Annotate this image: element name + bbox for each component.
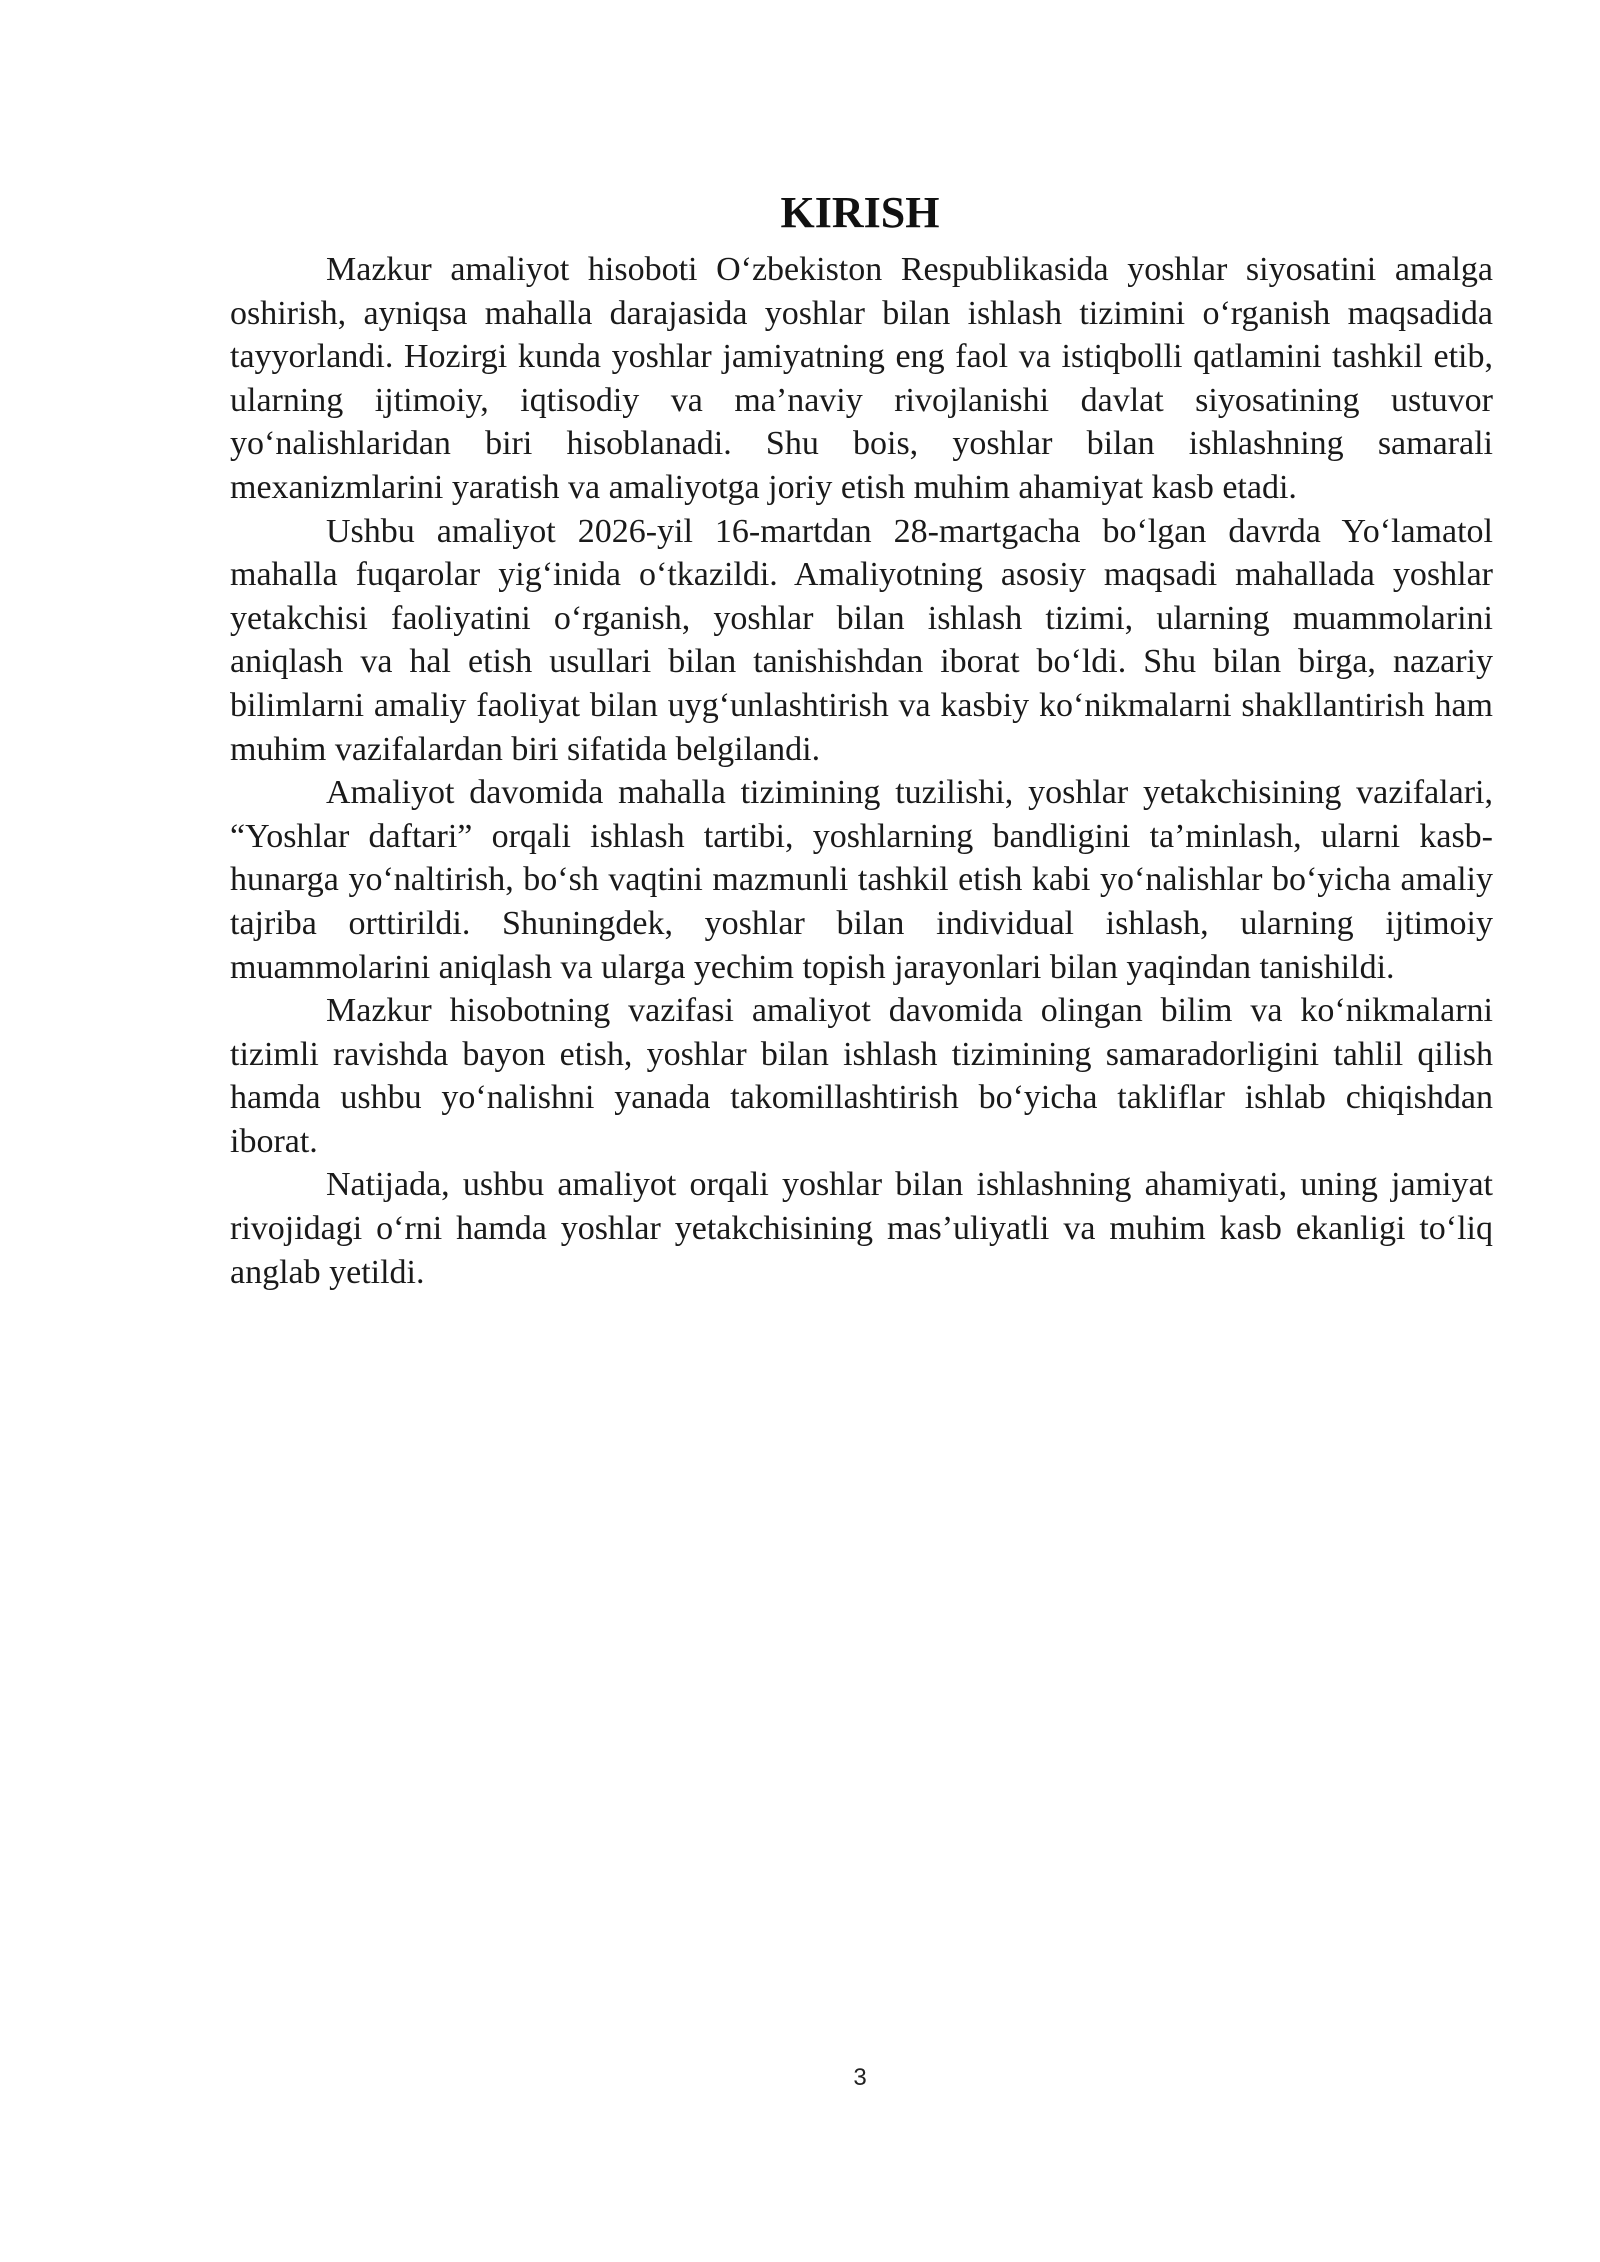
paragraph-1: Mazkur amaliyot hisoboti O‘zbekiston Respublikasida yoshlar siyosatini amalga oshirish, ayniqsa mahalla darajasida yoshlar bilan ishlash tizimini o‘rganish maqsadida tayyorlandi. Hozirgi kunda yoshlar jamiyatning eng faol va istiqbolli qatlamini tashkil etib, ularning ijtimoiy, iqtisodiy va ma’naviy rivojlanishi davlat siyosatining ustuvor yo‘nalishlaridan biri hisoblanadi. Shu bois, yoshlar bilan ishlashning samarali mexanizmlarini yaratish va amaliyotga joriy etish muhim ahamiyat kasb etadi. [230,251,1493,506]
paragraph-2: Ushbu amaliyot 2026-yil 16-martdan 28-martgacha bo‘lgan davrda Yo‘lamatol mahalla fuqarolar yig‘inida o‘tkazildi. Amaliyotning asosiy maqsadi mahallada yoshlar yetakchisi faoliyatini o‘rganish, yoshlar bilan ishlash tizimi, ularning muammolarini aniqlash va hal etish usullari bilan tanishishdan iborat bo‘ldi. Shu bilan birga, nazariy bilimlarni amaliy faoliyat bilan uyg‘unlashtirish va kasbiy ko‘nikmalarni shakllantirish ham muhim vazifalardan biri sifatida belgilandi. [230,512,1493,768]
paragraph-5: Natijada, ushbu amaliyot orqali yoshlar bilan ishlashning ahamiyati, uning jamiyat rivojidagi o‘rni hamda yoshlar yetakchisining mas’uliyatli va muhim kasb ekanligi to‘liq anglab yetildi. [230,1166,1493,1291]
paragraph-3: Amaliyot davomida mahalla tizimining tuzilishi, yoshlar yetakchisining vazifalari, “Yoshlar daftari” orqali ishlash tartibi, yoshlarning bandligini ta’minlash, ularni kasb-hunarga yo‘naltirish, bo‘sh vaqtini mazmunli tashkil etish kabi yo‘nalishlar bo‘yicha amaliy tajriba orttirildi. Shuningdek, yoshlar bilan individual ishlash, ularning ijtimoiy muammolarini aniqlash va ularga yechim topish jarayonlari bilan yaqindan tanishildi. [230,774,1493,986]
page-number: 3 [853,2064,867,2091]
body-text [230,248,1493,1294]
section-title: KIRISH [780,188,940,237]
paragraph-4: Mazkur hisobotning vazifasi amaliyot davomida olingan bilim va ko‘nikmalarni tizimli ravishda bayon etish, yoshlar bilan ishlash tizimining samaradorligini tahlil qilish hamda ushbu yo‘nalishni yanada takomillashtirish bo‘yicha takliflar ishlab chiqishdan iborat. [230,992,1493,1160]
